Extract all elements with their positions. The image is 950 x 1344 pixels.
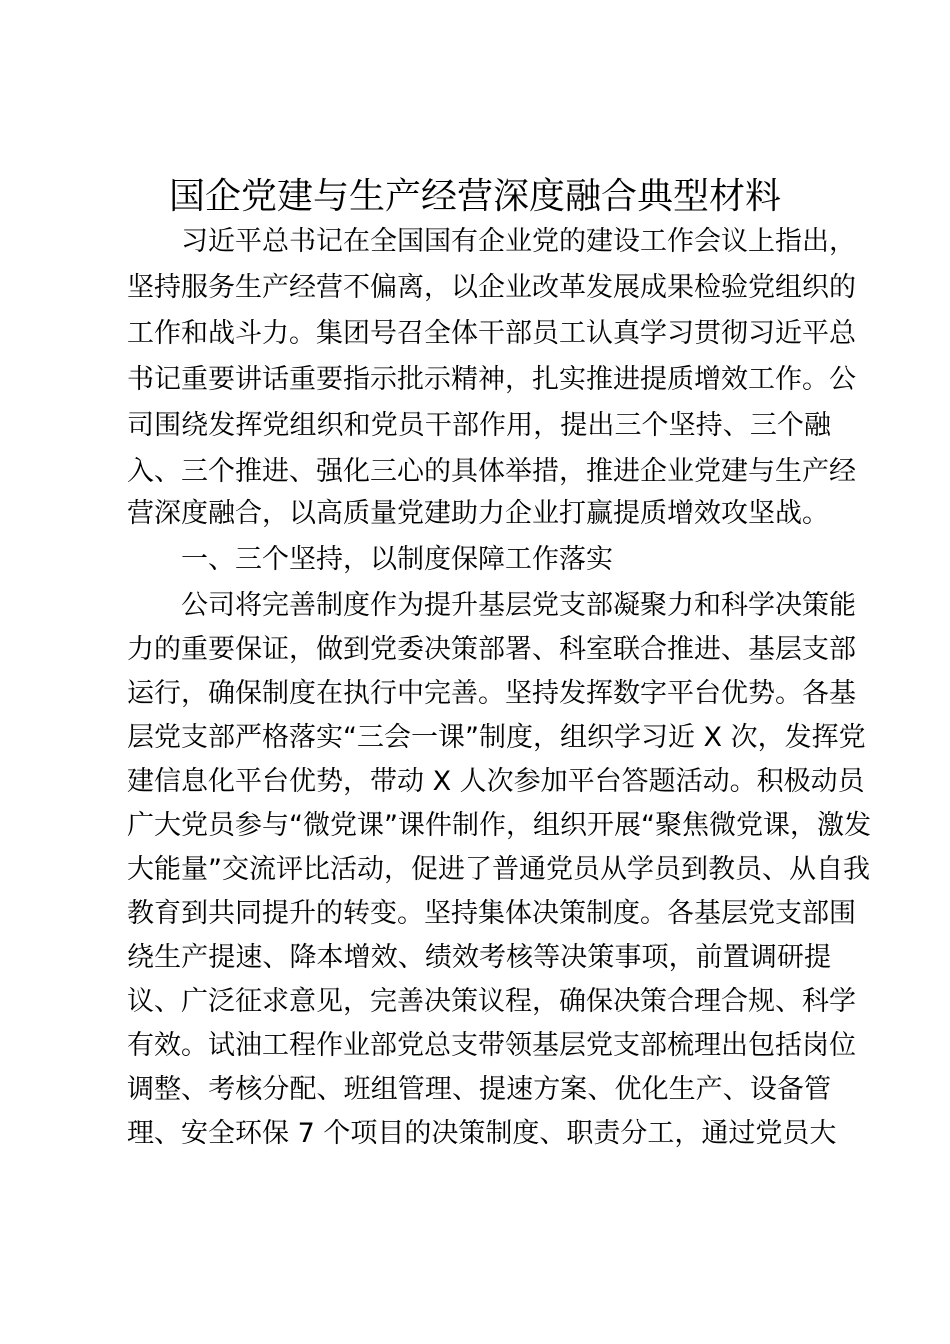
paragraph-line: 层党支部严格落实“三会一课”制度，组织学习近 X 次，发挥党 — [127, 722, 866, 753]
paragraph-line: 绕生产提速、降本增效、绩效考核等决策事项，前置调研提 — [127, 942, 831, 973]
paragraph-line: 广大党员参与“微党课”课件制作，组织开展“聚焦微党课，激发 — [127, 810, 871, 841]
paragraph-line: 坚持服务生产经营不偏离，以企业改革发展成果检验党组织的 — [127, 272, 856, 303]
paragraph-line: 习近平总书记在全国国有企业党的建设工作会议上指出， — [181, 226, 856, 257]
document-title: 国企党建与生产经营深度融合典型材料 — [168, 176, 781, 217]
paragraph-line: 运行，确保制度在执行中完善。坚持发挥数字平台优势。各基 — [127, 678, 856, 709]
paragraph-line: 力的重要保证，做到党委决策部署、科室联合推进、基层支部 — [127, 634, 856, 665]
paragraph-line: 教育到共同提升的转变。坚持集体决策制度。各基层党支部围 — [127, 898, 856, 929]
paragraph-line: 工作和战斗力。集团号召全体干部员工认真学习贯彻习近平总 — [127, 318, 856, 349]
paragraph-line: 营深度融合，以高质量党建助力企业打赢提质增效攻坚战。 — [127, 498, 829, 529]
paragraph-line: 入、三个推进、强化三心的具体举措，推进企业党建与生产经 — [127, 456, 856, 487]
paragraph-line: 建信息化平台优势，带动 X 人次参加平台答题活动。积极动员 — [127, 766, 865, 797]
paragraph-line: 理、安全环保 7 个项目的决策制度、职责分工，通过党员大 — [127, 1118, 837, 1149]
paragraph-line: 司围绕发挥党组织和党员干部作用，提出三个坚持、三个融 — [127, 410, 831, 441]
paragraph-line: 大能量”交流评比活动，促进了普通党员从学员到教员、从自我 — [127, 854, 870, 885]
paragraph-line: 有效。试油工程作业部党总支带领基层党支部梳理出包括岗位 — [127, 1030, 856, 1061]
section-heading: 一、三个坚持，以制度保障工作落实 — [181, 544, 613, 575]
paragraph-line: 调整、考核分配、班组管理、提速方案、优化生产、设备管 — [127, 1074, 831, 1105]
paragraph-line: 公司将完善制度作为提升基层党支部凝聚力和科学决策能 — [181, 590, 856, 621]
paragraph-line: 议、广泛征求意见，完善决策议程，确保决策合理合规、科学 — [127, 986, 856, 1017]
paragraph-line: 书记重要讲话重要指示批示精神，扎实推进提质增效工作。公 — [127, 364, 856, 395]
